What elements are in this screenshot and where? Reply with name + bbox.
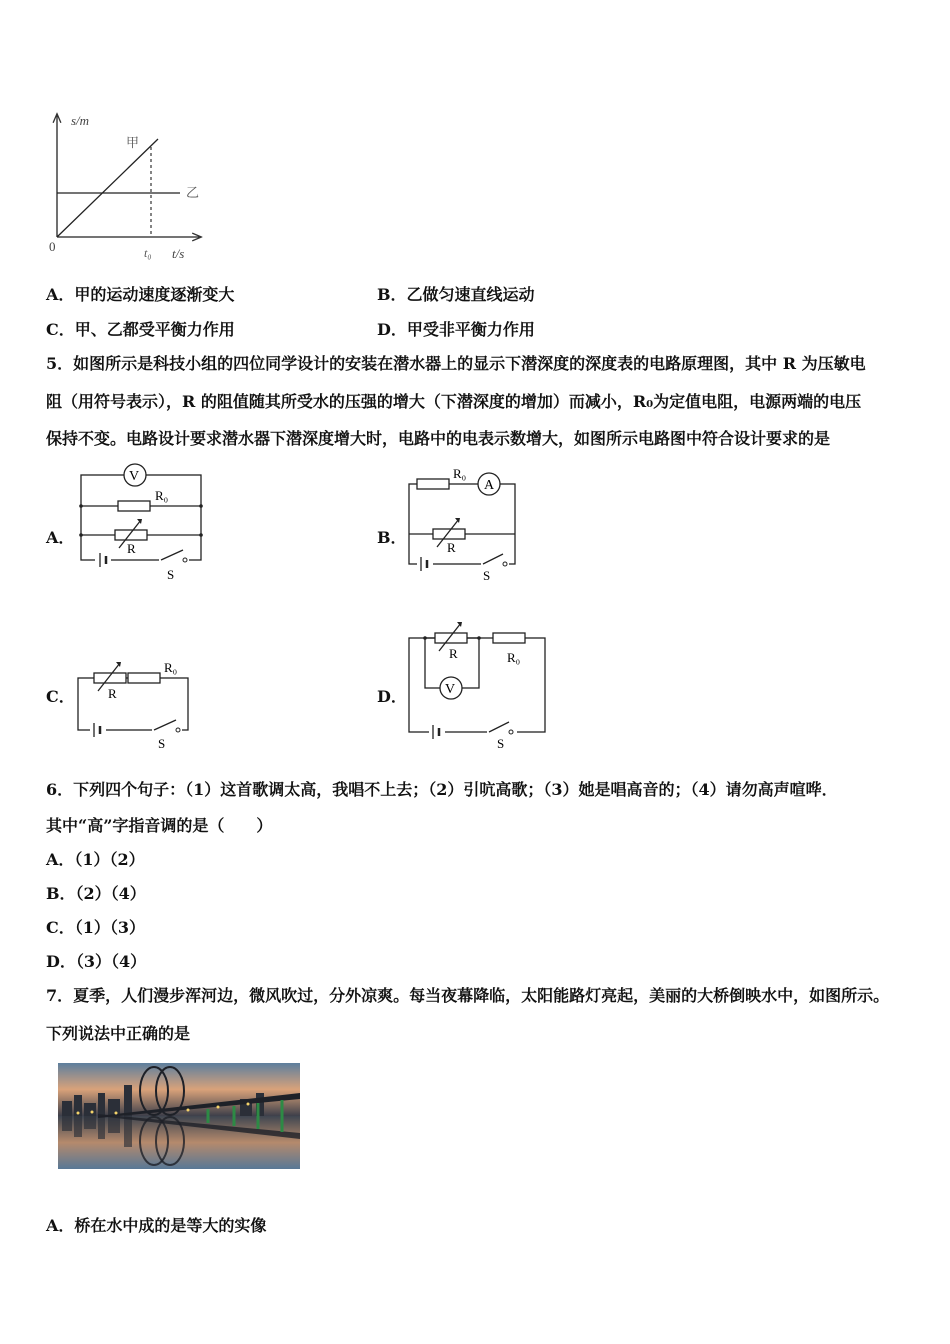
q6-text-line2: 其中“高”字指音调的是（ ） — [46, 816, 273, 835]
q5-label-a: A． — [46, 528, 75, 547]
r0-label: R₀ — [453, 466, 467, 481]
q4-option-d: D．甲受非平衡力作用 — [377, 320, 535, 339]
s-label: S — [167, 567, 175, 582]
varistor-r — [433, 529, 465, 539]
q5-text-line3: 保持不变。电路设计要求潜水器下潜深度增大时，电路中的电表示数增大，如图所示电路图中符合设计要求的是 — [46, 429, 831, 448]
circuit-d — [403, 620, 553, 752]
q6-text-line1: 6．下列四个句子：（1）这首歌调太高，我唱不上去；（2）引吭高歌；（3）她是唱高音的；（4）请勿高声喧哗． — [46, 780, 838, 799]
q5-label-b: B． — [377, 528, 407, 547]
circuit-b — [403, 462, 523, 584]
svg-text:V: V — [445, 682, 456, 697]
q7-text-line1: 7．夏季，人们漫步浑河边，微风吹过，分外凉爽。每当夜幕降临，太阳能路灯亮起，美丽的大桥倒映水中，如图所示。 — [46, 986, 890, 1005]
resistor-r0 — [128, 673, 160, 683]
q5-text-line2: 阻（用符号表示），R 的阻值随其所受水的压强的增大（下潜深度的增加）而减小，R₀为定值电阻，电源两端的电压 — [46, 392, 862, 411]
q4-option-b: B．乙做匀速直线运动 — [377, 285, 535, 304]
x-axis-label: t/s — [172, 246, 185, 261]
r-label: R — [447, 540, 456, 555]
q4-option-c: C．甲、乙都受平衡力作用 — [46, 320, 235, 339]
origin-label: 0 — [49, 239, 56, 254]
r-label: R — [449, 646, 458, 661]
q6-option-c: C．（1）（3） — [46, 918, 146, 937]
svg-text:V: V — [129, 469, 140, 484]
resistor-r0 — [417, 479, 449, 489]
q6-option-a: A．（1）（2） — [46, 850, 145, 869]
q5-text-line1: 5．如图所示是科技小组的四位同学设计的安装在潜水器上的显示下潜深度的深度表的电路原理图，其中 R 为压敏电 — [46, 354, 866, 373]
r0-label: R₀ — [164, 660, 178, 675]
q7-option-a: A．桥在水中成的是等大的实像 — [46, 1216, 267, 1235]
bridge-photo — [58, 1063, 300, 1169]
varistor-r — [94, 673, 126, 683]
svg-text:A: A — [484, 478, 495, 493]
r-label: R — [127, 541, 136, 556]
q6-option-b: B．（2）（4） — [46, 884, 146, 903]
line-jia — [57, 139, 158, 237]
circuit-a — [75, 460, 210, 585]
yi-label: 乙 — [186, 185, 200, 200]
s-label: S — [497, 736, 505, 751]
varistor-r — [115, 530, 147, 540]
s-label: S — [158, 736, 166, 751]
q5-label-d: D． — [377, 687, 407, 706]
s-t-graph — [40, 105, 215, 270]
t0-label: t₀ — [144, 246, 152, 260]
r-label: R — [108, 686, 117, 701]
jia-label: 甲 — [126, 135, 140, 150]
q6-option-d: D．（3）（4） — [46, 952, 147, 971]
y-axis-label: s/m — [71, 113, 90, 128]
q4-option-a: A．甲的运动速度逐渐变大 — [46, 285, 235, 304]
circuit-c — [72, 656, 202, 756]
r0-label: R₀ — [507, 650, 521, 665]
q7-text-line2: 下列说法中正确的是 — [46, 1024, 191, 1043]
r0-label: R₀ — [155, 488, 169, 503]
s-label: S — [483, 568, 491, 583]
q5-label-c: C． — [46, 687, 75, 706]
varistor-r — [435, 633, 467, 643]
resistor-r0 — [118, 501, 150, 511]
resistor-r0 — [493, 633, 525, 643]
